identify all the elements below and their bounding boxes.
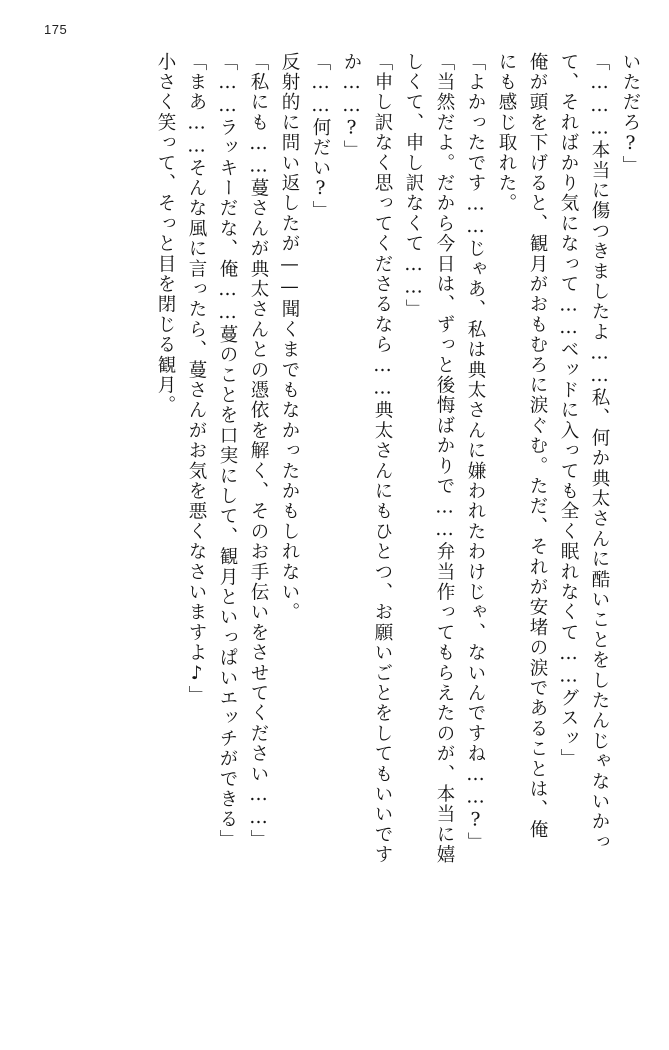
text-line: て、そればかり気になって……ベッドに入っても全く眠れなくて……グスッ」: [558, 52, 579, 769]
text-line: 「………本当に傷つきましたよ……私、何か典太さんに酷いことをしたんじゃないかっ: [589, 52, 610, 853]
text-line: 「……ラッキーだな、俺……蔓のことを口実にして、観月といっぱいエッチができる」: [217, 52, 238, 850]
text-line: 小さく笑って、そっと目を閉じる観月。: [155, 52, 176, 416]
text-line: 「申し訳なく思ってくださるなら……典太さんにもひとつ、お願いごとをしてもいいです: [372, 52, 393, 865]
page-number: 175: [44, 22, 68, 37]
text-line: 俺が頭を下げると、観月がおもむろに涙ぐむ。ただ、それが安堵の涙であることは、俺: [527, 52, 548, 840]
text-line: 「当然だよ。だから今日は、ずっと後悔ばかりで……弁当作ってもらえたのが、本当に嬉: [434, 52, 455, 865]
text-line: いただろ?」: [620, 52, 641, 176]
text-line: 「よかったです……じゃあ、私は典太さんに嫌われたわけじゃ、ないんですね……?」: [465, 52, 486, 853]
text-line: 反射的に問い返したが——聞くまでもなかったかもしれない。: [279, 52, 300, 623]
text-line: 「私にも……蔓さんが典太さんとの憑依を解く、そのお手伝いをさせてください……」: [248, 52, 269, 850]
text-line: か……?」: [341, 52, 362, 161]
text-line: 「まあ……そんな風に言ったら、蔓さんがお気を悪くなさいますよ♪」: [186, 52, 207, 706]
text-line: しくて、申し訳なくて……」: [403, 52, 424, 320]
text-line: にも感じ取れた。: [496, 52, 517, 214]
text-line: 「……何だい?」: [310, 52, 331, 222]
body-text-block: [34, 52, 639, 1014]
